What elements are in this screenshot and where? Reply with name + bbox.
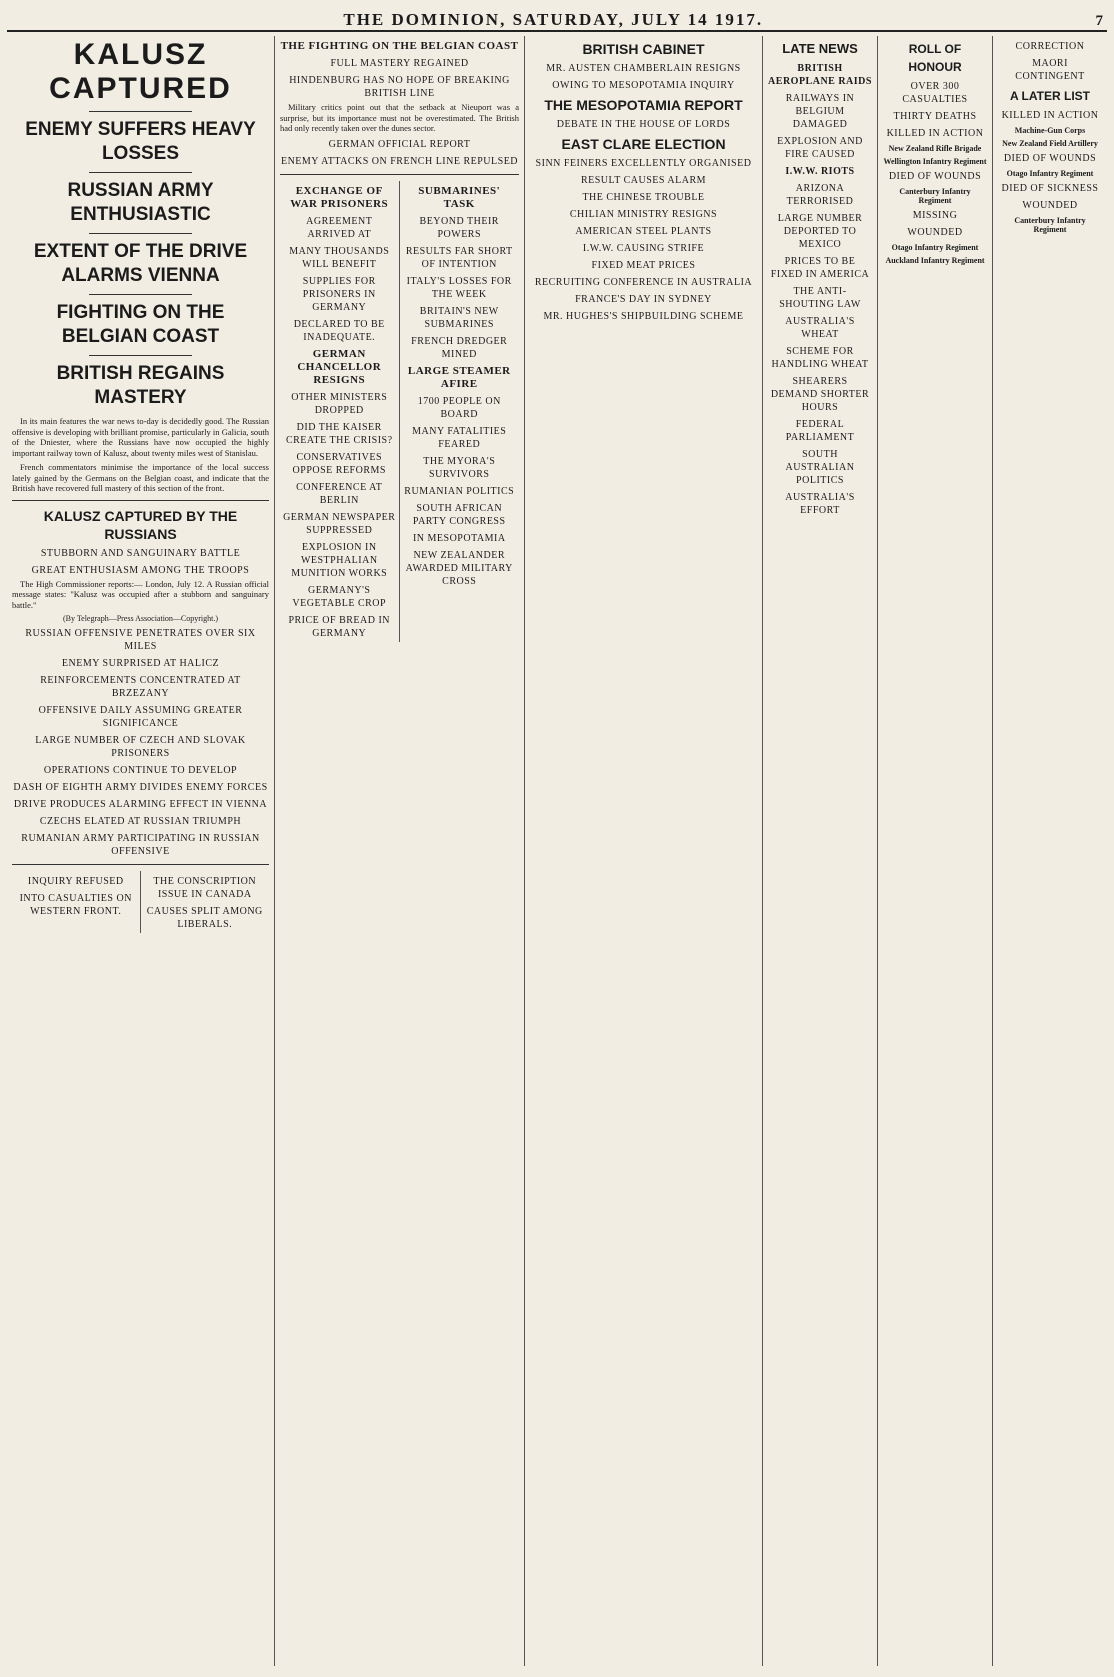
section-subhead: CORRECTION: [1015, 41, 1085, 52]
section-subhead: RECRUITING CONFERENCE IN AUSTRALIA: [534, 277, 753, 288]
section-subhead: 1700 PEOPLE ON BOARD: [417, 395, 501, 420]
byline: (By Telegraph—Press Association—Copyright.): [62, 614, 219, 623]
section-subhead: AMERICAN STEEL PLANTS: [575, 226, 712, 237]
column-3: [525, 36, 763, 1666]
section-subhead: BRITAIN'S NEW SUBMARINES: [419, 305, 499, 330]
column-1: [7, 36, 275, 1666]
section-subhead: THE ANTI-SHOUTING LAW: [779, 286, 861, 310]
list-heading: Wellington Infantry Regiment: [883, 157, 987, 166]
section-subhead: THIRTY DEATHS: [893, 111, 977, 122]
section-subhead: ENEMY ATTACKS ON FRENCH LINE REPULSED: [280, 155, 519, 167]
section-subhead: EXPLOSION AND FIRE CAUSED: [777, 136, 863, 160]
list-heading: New Zealand Field Artillery: [1002, 139, 1098, 148]
section-subhead: DRIVE PRODUCES ALARMING EFFECT IN VIENNA: [13, 799, 268, 810]
section-head: EXCHANGE OF WAR PRISONERS: [290, 184, 389, 210]
headline-belgian-coast: FIGHTING ON THE BELGIAN COAST: [56, 302, 225, 347]
section-subhead: SOUTH AFRICAN PARTY CONGRESS: [412, 502, 506, 527]
section-subhead: RUMANIAN ARMY PARTICIPATING IN RUSSIAN OFFENSIVE: [21, 833, 260, 857]
section-subhead: MANY FATALITIES FEARED: [412, 425, 507, 450]
section-subhead: FEDERAL PARLIAMENT: [785, 419, 855, 443]
section-subhead: CAUSES SPLIT AMONG LIBERALS.: [146, 906, 263, 930]
section-subhead: OFFENSIVE DAILY ASSUMING GREATER SIGNIFICANCE: [38, 705, 243, 729]
masthead-title: THE DOMINION, SATURDAY, JULY 14 1917.: [343, 10, 764, 29]
section-head: THE FIGHTING ON THE BELGIAN COAST: [280, 40, 519, 52]
section-subhead: LARGE NUMBER DEPORTED TO MEXICO: [777, 213, 863, 250]
section-head: A LATER LIST: [1010, 89, 1090, 103]
section-subhead: EXPLOSION IN WESTPHALIAN MUNITION WORKS: [291, 541, 388, 579]
column-6: [993, 36, 1107, 1666]
headline-enthusiastic: RUSSIAN ARMY ENTHUSIASTIC: [67, 180, 214, 225]
section-subhead: KILLED IN ACTION: [886, 128, 984, 139]
section-subhead: DIED OF WOUNDS: [1003, 153, 1097, 164]
section-subhead: GERMAN NEWSPAPER SUPPRESSED: [283, 511, 396, 536]
column-4: [763, 36, 878, 1666]
section-subhead: ENEMY SURPRISED AT HALICZ: [61, 658, 220, 669]
section-subhead: AUSTRALIA'S WHEAT: [785, 316, 855, 340]
section-subhead: RUSSIAN OFFENSIVE PENETRATES OVER SIX MILES: [25, 628, 256, 652]
headline-mastery: BRITISH REGAINS MASTERY: [56, 363, 225, 408]
newspaper-page: [7, 4, 1107, 1667]
section-subhead: REINFORCEMENTS CONCENTRATED AT BRZEZANY: [40, 675, 241, 699]
section-subhead: RESULT CAUSES ALARM: [580, 175, 707, 186]
section-subhead: RUMANIAN POLITICS: [404, 485, 515, 497]
section-subhead: IN MESOPOTAMIA: [412, 532, 506, 544]
section-head: GERMAN CHANCELLOR RESIGNS: [297, 347, 382, 386]
section-subhead: NEW ZEALANDER AWARDED MILITARY CROSS: [405, 549, 513, 587]
headline-vienna: EXTENT OF THE DRIVE ALARMS VIENNA: [33, 241, 248, 286]
section-subhead: DIED OF WOUNDS: [888, 171, 982, 182]
section-subhead: SOUTH AUSTRALIAN POLITICS: [785, 449, 855, 486]
headline-kalusz: KALUSZ CAPTURED: [49, 38, 232, 105]
body-text: The High Commissioner reports:— London, July 12. A Russian official message states: "Kalusz was occupied after a stubborn and sanguinary battle.": [12, 578, 269, 610]
section-subhead: MR. AUSTEN CHAMBERLAIN RESIGNS: [546, 63, 741, 74]
section-head: KALUSZ CAPTURED BY THE RUSSIANS: [43, 507, 238, 542]
section-subhead: CONFERENCE AT BERLIN: [296, 481, 383, 506]
section-subhead: GREAT ENTHUSIASM AMONG THE TROOPS: [31, 564, 250, 576]
section-subhead: INQUIRY REFUSED: [27, 876, 124, 887]
section-head: LATE NEWS: [782, 41, 858, 56]
section-subhead: PRICE OF BREAD IN GERMANY: [288, 614, 391, 639]
masthead: [7, 4, 1107, 32]
section-subhead: DECLARED TO BE INADEQUATE.: [293, 318, 385, 343]
section-subhead: INTO CASUALTIES ON WESTERN FRONT.: [19, 893, 132, 917]
page-number: 7: [1095, 13, 1103, 29]
section-subhead: DIED OF SICKNESS: [1001, 183, 1099, 194]
section-subhead: MANY THOUSANDS WILL BENEFIT: [289, 245, 390, 270]
body-text: French commentators minimise the importance of the local success lately gained by the Germans on the Belgian coast, and indicate that the British have recovered full mastery of this section of the front.: [12, 462, 269, 493]
section-subhead: OVER 300 CASUALTIES: [902, 81, 968, 105]
list-heading: New Zealand Rifle Brigade: [888, 144, 982, 153]
section-head: THE MESOPOTAMIA REPORT: [544, 97, 743, 113]
list-heading: Canterbury Infantry Regiment: [1014, 216, 1086, 234]
section-subhead: THE CHINESE TROUBLE: [582, 192, 705, 203]
section-head: ROLL OF HONOUR: [908, 42, 962, 74]
section-head: SUBMARINES' TASK: [418, 184, 501, 210]
section-subhead: BRITISH AEROPLANE RAIDS: [768, 63, 872, 87]
section-subhead: SUPPLIES FOR PRISONERS IN GERMANY: [302, 275, 376, 313]
section-subhead: GERMAN OFFICIAL REPORT: [328, 138, 471, 150]
column-2: [275, 36, 525, 1666]
list-heading: Otago Infantry Regiment: [1006, 169, 1094, 178]
section-subhead: SHEARERS DEMAND SHORTER HOURS: [770, 376, 870, 413]
section-subhead: FULL MASTERY REGAINED: [330, 58, 469, 69]
section-subhead: DASH OF EIGHTH ARMY DIVIDES ENEMY FORCES: [13, 782, 268, 793]
section-subhead: THE MYORA'S SURVIVORS: [423, 455, 496, 480]
section-subhead: BEYOND THEIR POWERS: [419, 215, 499, 240]
section-subhead: FRANCE'S DAY IN SYDNEY: [575, 294, 712, 305]
section-subhead: ARIZONA TERRORISED: [786, 183, 854, 207]
list-heading: Machine-Gun Corps: [1014, 126, 1086, 135]
section-subhead: KILLED IN ACTION: [1001, 110, 1099, 121]
section-subhead: WOUNDED: [1022, 200, 1078, 211]
section-subhead: CHILIAN MINISTRY RESIGNS: [569, 209, 718, 220]
section-subhead: MAORI CONTINGENT: [1015, 58, 1085, 82]
section-subhead: PRICES TO BE FIXED IN AMERICA: [770, 256, 870, 280]
section-subhead: HINDENBURG HAS NO HOPE OF BREAKING BRITISH LINE: [289, 75, 510, 99]
section-subhead: AGREEMENT ARRIVED AT: [306, 215, 373, 240]
section-subhead: CONSERVATIVES OPPOSE REFORMS: [292, 451, 386, 476]
list-heading: Canterbury Infantry Regiment: [899, 187, 971, 205]
section-subhead: THE CONSCRIPTION ISSUE IN CANADA: [153, 876, 257, 900]
section-subhead: GERMANY'S VEGETABLE CROP: [292, 584, 387, 609]
headline-losses: ENEMY SUFFERS HEAVY LOSSES: [25, 119, 256, 164]
list-heading: Otago Infantry Regiment: [891, 243, 979, 252]
section-subhead: DEBATE IN THE HOUSE OF LORDS: [556, 119, 731, 130]
section-subhead: RESULTS FAR SHORT OF INTENTION: [405, 245, 513, 270]
body-text: In its main features the war news to-day is decidedly good. The Russian offensive is developing with brilliant promise, particularly in Galicia, south of the Dniester, where the Russians have now occupied the highly important railway town of Kalusz, about twenty miles west of Stanislau.: [12, 416, 269, 458]
body-text: Military critics point out that the setback at Nieuport was a surprise, but its importance must not be overestimated. The British had only recently taken over the dunes sector.: [280, 102, 519, 133]
section-subhead: I.W.W. RIOTS: [785, 166, 855, 177]
list-heading: Auckland Infantry Regiment: [885, 256, 985, 265]
section-subhead: RAILWAYS IN BELGIUM DAMAGED: [785, 93, 855, 130]
section-subhead: MR. HUGHES'S SHIPBUILDING SCHEME: [543, 311, 744, 322]
section-subhead: OTHER MINISTERS DROPPED: [291, 391, 388, 416]
section-subhead: ITALY'S LOSSES FOR THE WEEK: [406, 275, 512, 300]
section-subhead: AUSTRALIA'S EFFORT: [785, 492, 855, 516]
section-subhead: FIXED MEAT PRICES: [591, 260, 696, 271]
section-head: BRITISH CABINET: [582, 41, 705, 57]
section-subhead: OWING TO MESOPOTAMIA INQUIRY: [552, 80, 735, 91]
section-head: LARGE STEAMER AFIRE: [407, 364, 511, 390]
section-subhead: FRENCH DREDGER MINED: [411, 335, 508, 360]
section-subhead: DID THE KAISER CREATE THE CRISIS?: [285, 421, 393, 446]
section-subhead: CZECHS ELATED AT RUSSIAN TRIUMPH: [39, 816, 242, 827]
section-subhead: SCHEME FOR HANDLING WHEAT: [771, 346, 869, 370]
section-subhead: OPERATIONS CONTINUE TO DEVELOP: [43, 765, 238, 776]
section-subhead: SINN FEINERS EXCELLENTLY ORGANISED: [535, 158, 752, 169]
section-head: EAST CLARE ELECTION: [561, 136, 726, 152]
section-subhead: LARGE NUMBER OF CZECH AND SLOVAK PRISONERS: [35, 735, 246, 759]
section-subhead: I.W.W. CAUSING STRIFE: [582, 243, 705, 254]
section-subhead: STUBBORN AND SANGUINARY BATTLE: [40, 547, 241, 559]
section-subhead: MISSING: [912, 210, 958, 221]
section-subhead: WOUNDED: [907, 227, 963, 238]
column-5: [878, 36, 993, 1666]
